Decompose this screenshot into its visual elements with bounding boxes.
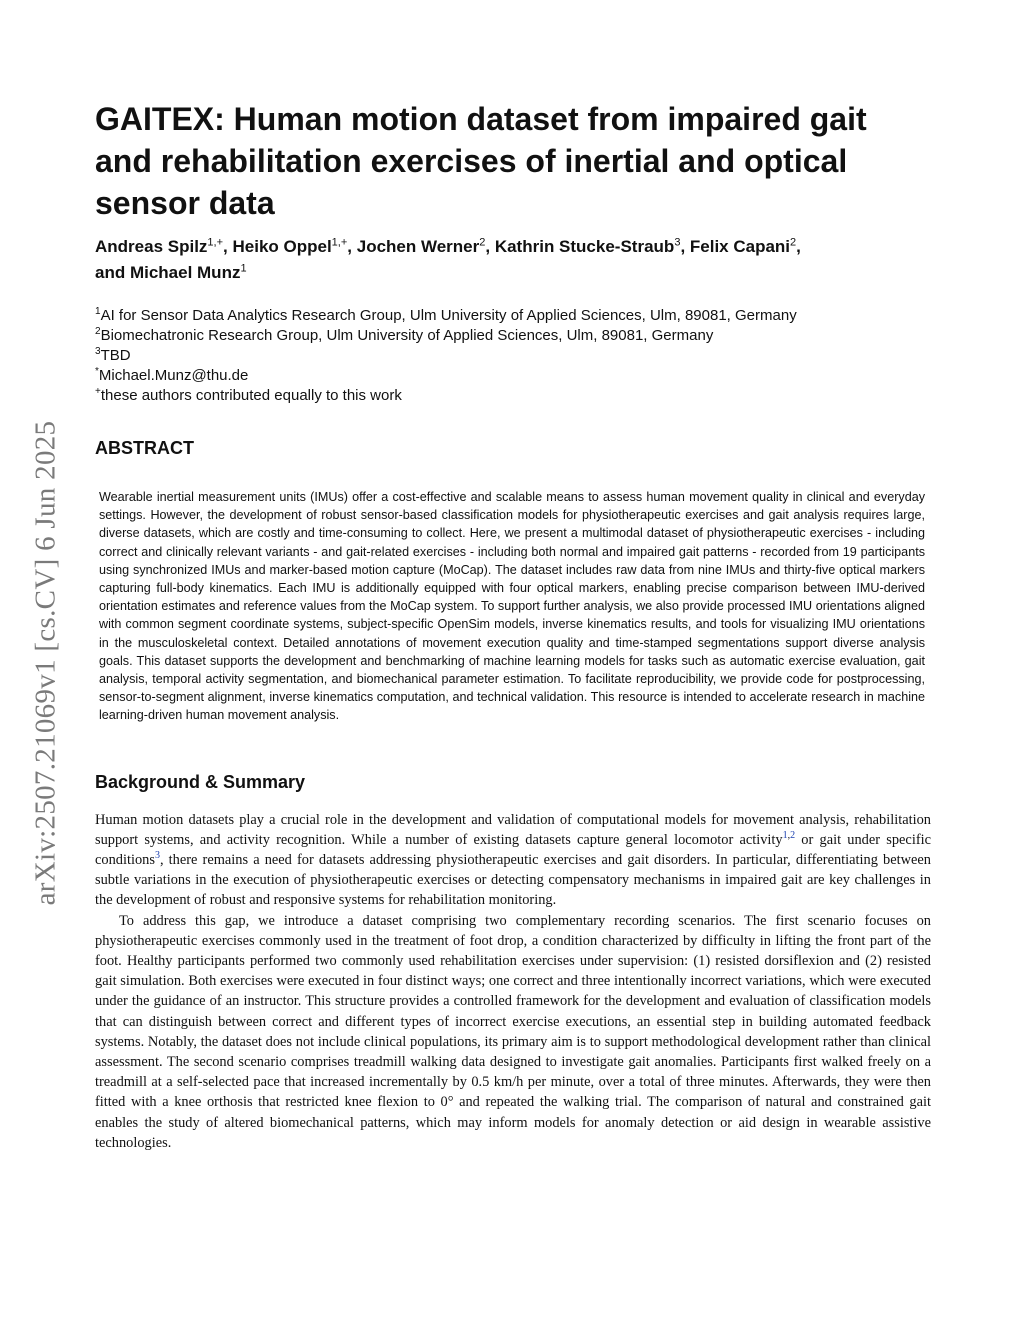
abstract-body: Wearable inertial measurement units (IMUs) offer a cost-effective and scalable means to assess human movement quality in clinical and everyday settings. However, the development of robust sensor-based classification models for physiotherapeutic exercises and gait analysis requires large, diverse datasets, which are costly and time-consuming to collect. Here, we present a multimodal dataset of physiotherapeutic exercises - including correct and clinically relevant variants - and gait-related exercises - including both normal and impaired gait patterns - recorded from 19 participants using synchronized IMUs and marker-based motion capture (MoCap). The dataset includes raw data from nine IMUs and thirty-five optical markers capturing full-body kinematics. Each IMU is additionally equipped with four optical markers, enabling precise comparison between IMU-derived orientation estimates and reference values from the MoCap system. To support further analysis, we also provide processed IMU orientations aligned with common segment coordinate systems, subject-specific OpenSim models, inverse kinematics results, and tools for visualizing IMU orientations in the musculoskeletal context. Detailed annotations of movement execution quality and time-stamped segmentations support diverse analysis goals. This dataset supports the development and benchmarking of machine learning models for tasks such as automatic exercise evaluation, gait analysis, temporal activity segmentation, and biomechanical parameter estimation. To facilitate reproducibility, we provide code for postprocessing, sensor-to-segment alignment, inverse kinematics computation, and technical validation. This resource is intended to accelerate research in machine learning-driven human movement analysis.	[99, 490, 925, 723]
paper-page	[95, 98, 931, 1153]
affiliation-item: +these authors contributed equally to this work	[95, 386, 402, 404]
section-heading-background: Background & Summary	[95, 771, 306, 792]
affiliation-item: $^2$Biomechatronic Research Group, Ulm University of Applied Sciences, Ulm, 89081, Germany	[95, 326, 714, 344]
affiliation-item: *Michael.Munz@thu.de	[95, 366, 249, 384]
affiliation-item: $^1$AI for Sensor Data Analytics Research Group, Ulm University of Applied Sciences, Ulm, 89081, Germany	[95, 306, 797, 324]
affiliation-item: $^3$TBD	[95, 346, 131, 364]
author: and Michael Munz$^1$	[95, 262, 247, 282]
author: Andreas Spilz$^{1,+}$,	[95, 236, 233, 256]
body-paragraph: Human motion datasets play a crucial role in the development and validation of computational models for movement analysis, rehabilitation support systems, and activity recognition. While a number of existing datasets capture general locomotor activity$^{1,2}$ or gait under specific conditions$^3$, there remains a need for datasets addressing physiotherapeutic exercises and gait disorders. In particular, differentiating between subtle variations in the execution of physiotherapeutic exercises or detecting compensatory mechanisms in impaired gait are key challenges in the development of robust and responsive systems for rehabilitation monitoring.	[95, 811, 931, 909]
author: Heiko Oppel$^{1,+}$,	[232, 236, 357, 256]
citation-link[interactable]: 3	[154, 850, 160, 862]
author: Kathrin Stucke-Straub$^3$,	[494, 236, 690, 256]
citation-link[interactable]: 2	[790, 830, 796, 842]
abstract-heading: ABSTRACT	[95, 438, 194, 458]
paper-title: GAITEX: Human motion dataset from impaired gait and rehabilitation exercises of inertial and optical sensor data	[95, 101, 867, 221]
author: Felix Capani$^2$,	[689, 236, 801, 256]
body-paragraph: To address this gap, we introduce a dataset comprising two complementary recording scenarios. The first scenario focuses on physiotherapeutic exercises commonly used in the treatment of foot drop, a condition characterized by difficulty in lifting the front part of the foot. Healthy participants performed two commonly used rehabilitation exercises under supervision: (1) resisted dorsiflexion and (2) resisted gait simulation. Both exercises were executed in four distinct ways; one correct and three intentionally incorrect variations, which were executed under the guidance of an instructor. This structure provides a controlled framework for the development and evaluation of classification models that can distinguish between correct and different types of incorrect exercise executions, an essential step in building automated feedback systems. Notably, the dataset does not include clinical populations, its primary aim is to support methodological development rather than clinical assessment. The second scenario comprises treadmill walking data designed to investigate gait anomalies. Participants first walked freely on a treadmill at a self-selected pace that increased incrementally by 0.5 km/h per minute, over a total of three minutes. Afterwards, they were then fitted with a knee orthosis that restricted knee flexion to 0° and repeated the walking trial. The comparison of natural and constrained gait enables the study of altered biomechanical patterns, which may inform models for anomaly detection or aid design in wearable assistive technologies.	[95, 912, 931, 1151]
author-list	[95, 234, 931, 286]
author: Jochen Werner$^2$,	[356, 236, 495, 256]
citation-link[interactable]: 1	[782, 830, 788, 842]
arxiv-sidebar-stamp	[22, 380, 70, 946]
arxiv-identifier: arXiv:2507.21069v1 [cs.CV] 6 Jun 2025	[29, 420, 62, 906]
affiliation-list	[95, 306, 931, 406]
